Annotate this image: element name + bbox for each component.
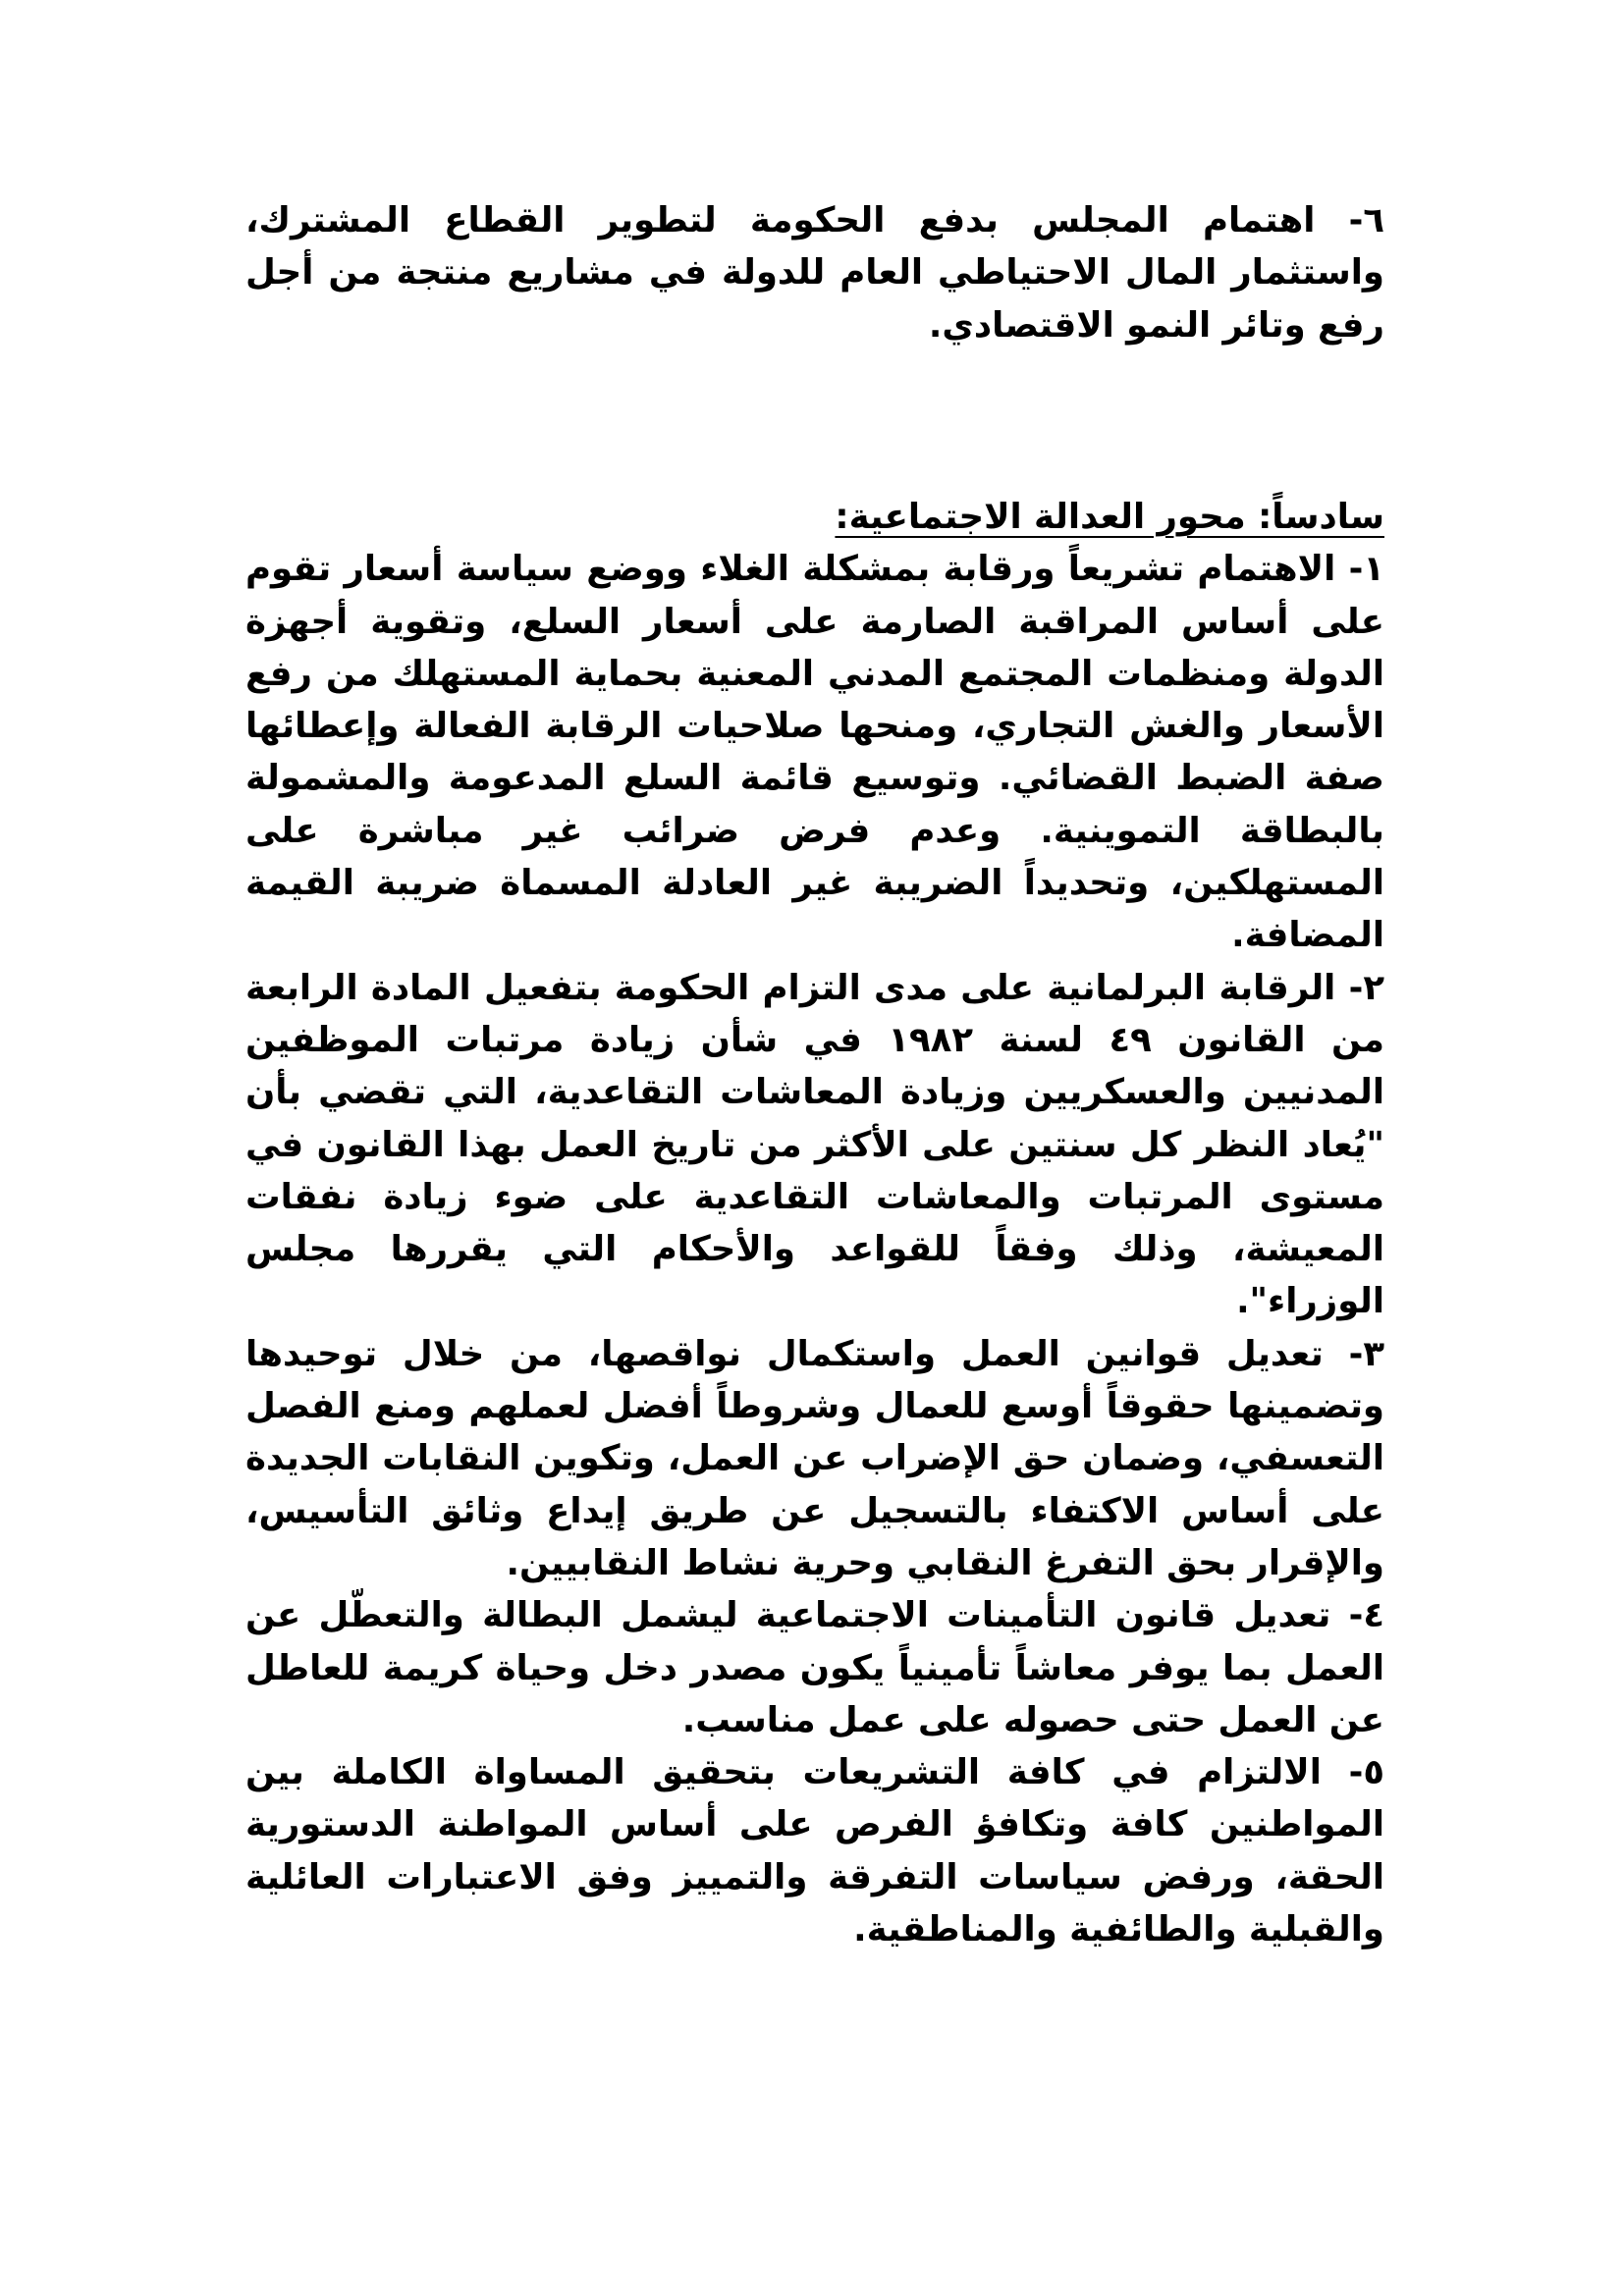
- list-item: ٤- تعديل قانون التأمينات الاجتماعية ليشمل البطالة والتعطّل عن العمل بما يوفر معاشاً تأمينياً يكون مصدر دخل وحياة كريمة للعاطل عن العمل حتى حصوله على عمل مناسب.: [245, 1595, 1384, 1740]
- list-item: ٥- الالتزام في كافة التشريعات بتحقيق المساواة الكاملة بين المواطنين كافة وتكافؤ الفرص على أساس المواطنة الدستورية الحقة، ورفض سياسات التفرقة والتمييز وفق الاعتبارات العائلية والقبلية والطائفية والمناطقية.: [245, 1752, 1384, 1950]
- intro-block: [245, 194, 1384, 351]
- section-heading: سادساً: محور العدالة الاجتماعية:: [835, 497, 1384, 537]
- list-item: ٢- الرقابة البرلمانية على مدى التزام الحكومة بتفعيل المادة الرابعة من القانون ٤٩ لسنة ١٩٨٢ في شأن زيادة مرتبات الموظفين المدنيين والعسكريين وزيادة المعاشات التقاعدية، التي تقضي بأن "يُعاد النظر كل سنتين على الأكثر من تاريخ العمل بهذا القانون في مستوى المرتبات والمعاشات التقاعدية على ضوء زيادة نفقات المعيشة، وذلك وفقاً للقواعد والأحكام التي يقررها مجلس الوزراء".: [245, 967, 1384, 1322]
- social-justice-section: [245, 491, 1384, 1955]
- list-item: ٣- تعديل قوانين العمل واستكمال نواقصها، من خلال توحيدها وتضمينها حقوقاً أوسع للعمال وشروطاً أفضل لعملهم ومنع الفصل التعسفي، وضمان حق الإضراب عن العمل، وتكوين النقابات الجديدة على أساس الاكتفاء بالتسجيل عن طريق إيداع وثائق التأسيس، والإقرار بحق التفرغ النقابي وحرية نشاط النقابيين.: [245, 1333, 1384, 1583]
- list-item: ١- الاهتمام تشريعاً ورقابة بمشكلة الغلاء ووضع سياسة أسعار تقوم على أساس المراقبة الصارمة على أسعار السلع، وتقوية أجهزة الدولة ومنظمات المجتمع المدني المعنية بحماية المستهلك من رفع الأسعار والغش التجاري، ومنحها صلاحيات الرقابة الفعالة وإعطائها صفة الضبط القضائي. وتوسيع قائمة السلع المدعومة والمشمولة بالبطاقة التموينية. وعدم فرض ضرائب غير مباشرة على المستهلكين، وتحديداً الضريبة غير العادلة المسماة ضريبة القيمة المضافة.: [245, 549, 1384, 956]
- intro-paragraph: ٦- اهتمام المجلس بدفع الحكومة لتطوير القطاع المشترك، واستثمار المال الاحتياطي العام للدولة في مشاريع منتجة من أجل رفع وتائر النمو الاقتصادي.: [245, 200, 1384, 346]
